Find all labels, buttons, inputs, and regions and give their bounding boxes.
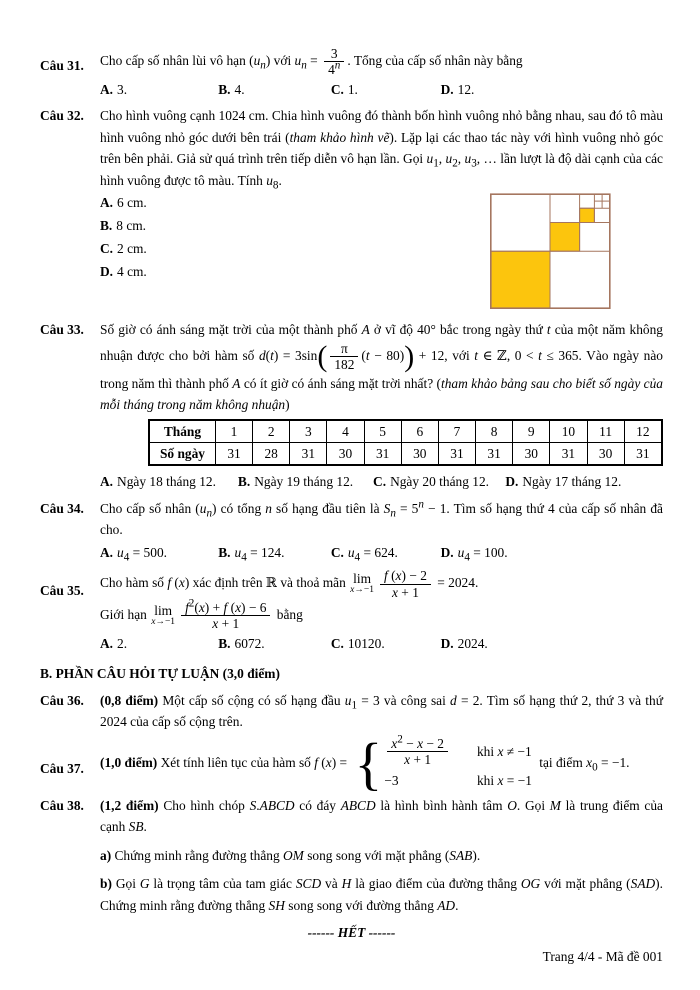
question-37-number: Câu 37.: [40, 760, 84, 776]
q31-fraction: [324, 46, 344, 78]
q33-option-a: A. Ngày 18 tháng 12.: [100, 474, 216, 490]
question-34: [40, 498, 663, 565]
day-cell: 30: [327, 443, 364, 466]
month-cell: 8: [476, 420, 513, 443]
day-cell: 31: [364, 443, 401, 466]
q35-option-c: C. 10120.: [330, 635, 385, 651]
question-37-statement: [100, 730, 663, 796]
q33-fraction-denominator: 182: [334, 357, 355, 373]
question-36-number: Câu 36.: [40, 692, 84, 708]
q33-fraction: [330, 341, 358, 373]
q35-fraction-1: $\frac{f (x) - 2}{x + 1}$: [380, 568, 431, 600]
question-38-part-b: b) Gọi G là trọng tâm của tam giác SCD và H là giao điểm của đường thẳng OG với mặt phẳng (SAD). Chứng minh rằng đường thẳng SH song song với đường thẳng AD.: [100, 876, 663, 913]
q34-option-a: A. $u_4 = 500$.: [100, 544, 167, 564]
month-cell: 6: [401, 420, 438, 443]
month-cell: 2: [253, 420, 290, 443]
day-cell: 30: [401, 443, 438, 466]
question-31: [40, 46, 663, 102]
month-cell: 1: [215, 420, 252, 443]
month-cell: 10: [550, 420, 587, 443]
q35-option-b: B. 6072.: [218, 635, 265, 651]
question-38-part-a: a) Chứng minh rằng đường thẳng OM song song với mặt phẳng (SAB).: [100, 847, 481, 863]
q33-option-d: D. Ngày 17 tháng 12.: [505, 474, 622, 490]
q35-options: [100, 633, 663, 654]
question-34-statement: Cho cấp số nhân $(u_n)$ có tổng n số hạng đầu tiên là $S_n = 5^n - 1$. Tìm số hạng thứ 4 của cấp số nhân đã cho.: [100, 498, 663, 538]
q37-case2-condition: khi x = −1: [476, 773, 532, 789]
q37-piecewise: { $\frac{x^2 - x - 2}{x + 1}$ khi x ≠ −1 −3 khi x = −1: [354, 730, 532, 796]
end-of-exam-mark: ------ HẾT ------: [307, 925, 396, 940]
q32-option-d: D. 4 cm.: [100, 264, 147, 280]
question-36: [40, 690, 663, 733]
q32-option-a: A. 6 cm.: [100, 195, 147, 210]
q31-option-d: D. 12.: [440, 81, 475, 97]
day-cell: 31: [438, 443, 475, 466]
q34-option-c: C. $u_4 = 624$.: [330, 544, 398, 564]
q37-text-before: (1,0 điểm) Xét tính liên tục của hàm số f (x) =: [100, 754, 348, 770]
day-cell: 30: [513, 443, 550, 466]
question-31-number: Câu 31.: [40, 58, 84, 73]
q33-arg: (t − 80): [361, 347, 405, 363]
question-36-statement: (0,8 điểm) Một cấp số cộng có số hạng đầu $u_1 = 3$ và công sai d = 2. Tìm số hạng thứ 2, thứ 3 và thứ 2024 của cấp số cộng trên.: [100, 692, 663, 730]
month-cell: 3: [290, 420, 327, 443]
q33-text-before: Số giờ có ánh sáng mặt trời của một thành phố A ở vĩ độ 40° bắc trong ngày thứ t của một năm không nhuận được cho bởi hàm số d(t) = 3sin: [100, 322, 663, 363]
q35-option-a: A. 2.: [100, 635, 128, 651]
month-days-table: [148, 419, 663, 467]
fractal-squares-figure: [490, 193, 611, 316]
q34-options: [100, 542, 663, 563]
q35-statement-line2: Giới hạn lim x→−1 $\frac{f^2(x) + f (x) - 6}{x + 1}$ bằng: [100, 597, 303, 632]
day-cell: 28: [253, 443, 290, 466]
question-32-number: Câu 32.: [40, 108, 84, 124]
day-cell: 31: [215, 443, 252, 466]
days-row-header: Số ngày: [149, 443, 215, 466]
q33-option-c: C. Ngày 20 tháng 12.: [373, 474, 489, 490]
q37-case1-condition: khi x ≠ −1: [476, 743, 532, 759]
months-row-header: Tháng: [149, 420, 215, 443]
q35-limit-1: lim x→−1: [350, 571, 374, 596]
q32-option-c: C. 2 cm.: [100, 241, 147, 257]
fractal-squares-svg: [490, 193, 611, 310]
question-32: [40, 105, 663, 316]
section-b-heading: B. PHẦN CÂU HỎI TỰ LUẬN (3,0 điểm): [40, 666, 280, 682]
table-row-days: [149, 443, 662, 466]
q31-option-a: A. 3.: [100, 81, 128, 97]
q33-options: [100, 471, 663, 492]
month-cell: 11: [587, 420, 624, 443]
q37-text-after: tại điểm $x_0 = -1$.: [539, 754, 630, 774]
question-37: [40, 730, 663, 796]
q35-option-d: D. 2024.: [440, 635, 488, 651]
shaded-square-level1: [491, 251, 550, 308]
day-cell: 30: [587, 443, 624, 466]
question-33-statement: Số giờ có ánh sáng mặt trời của một thành phố A ở vĩ độ 40° bắc trong ngày thứ t của một năm không nhuận được cho bởi hàm số d(t) = 3sin( $\frac{\pi}{182}$ (t − 80)) + 12, với t ∈ ℤ, 0 < t ≤ 365. Vào ngày nào trong năm thì thành phố A có ít giờ có ánh sáng mặt trời nhất? (tham khảo bảng sau cho biết số ngày của mỗi tháng trong năm không nhuận): [100, 322, 663, 413]
day-cell: 31: [550, 443, 587, 466]
q34-option-b: B. $u_4 = 124$.: [218, 544, 285, 564]
question-38-number: Câu 38.: [40, 797, 84, 813]
question-35-number: Câu 35.: [40, 583, 84, 599]
month-cell: 5: [364, 420, 401, 443]
shaded-square-level2: [550, 223, 580, 252]
q33-fraction-numerator: π: [330, 341, 358, 357]
table-row-months: [149, 420, 662, 443]
page-number-info: Trang 4/4 - Mã đề 001: [542, 949, 663, 965]
month-cell: 12: [624, 420, 662, 443]
q35-limit-2: lim x→−1: [151, 602, 176, 627]
q35-statement-line1: Cho hàm số f (x) xác định trên ℝ và thoả mãn lim x→−1 $\frac{f (x) - 2}{x + 1}$ = 2024.: [100, 568, 479, 600]
q31-options: [100, 79, 663, 100]
q34-option-d: D. $u_4 = 100$.: [440, 544, 508, 564]
month-cell: 9: [513, 420, 550, 443]
q32-options: [100, 191, 490, 283]
q33-text-after: + 12, với t ∈ ℤ, 0 < t ≤ 365. Vào ngày nào trong năm thì thành phố A có ít giờ có ánh sáng mặt trời nhất? (tham khảo bảng sau cho biết số ngày của mỗi tháng trong năm không nhuận): [100, 347, 663, 413]
question-33-number: Câu 33.: [40, 322, 84, 338]
q31-option-b: B. 4.: [218, 81, 245, 97]
q31-text-after: . Tổng của cấp số nhân này bằng: [347, 52, 523, 68]
question-35: [40, 568, 663, 656]
q31-fraction-numerator: 3: [324, 46, 344, 62]
day-cell: 31: [624, 443, 662, 466]
question-32-statement: Cho hình vuông cạnh 1024 cm. Chia hình vuông đó thành bốn hình vuông nhỏ bằng nhau, sau đó tô màu hình vuông nhỏ góc dưới bên trái (tham khảo hình vẽ). Lặp lại các thao tác này với hình vuông nhỏ góc trên bên phải. Giả sử quá trình trên tiếp diễn vô hạn lần. Gọi $u_1$, $u_2$, $u_3$, … lần lượt là độ dài cạnh của các hình vuông được tô màu. Tính $u_8$.: [100, 108, 664, 192]
question-31-statement: [100, 46, 663, 78]
q37-case2-value: −3: [384, 773, 399, 789]
question-34-number: Câu 34.: [40, 500, 84, 516]
q32-option-b: B. 8 cm.: [100, 218, 147, 234]
q35-fraction-2: $\frac{f^2(x) + f (x) - 6}{x + 1}$: [181, 600, 270, 632]
day-cell: 31: [476, 443, 513, 466]
month-cell: 7: [438, 420, 475, 443]
question-33: [40, 319, 663, 494]
q31-fraction-denominator: 4$^n$: [328, 59, 341, 78]
day-cell: 31: [290, 443, 327, 466]
month-cell: 4: [327, 420, 364, 443]
figure-grid-lines: [491, 194, 610, 308]
q31-option-c: C. 1.: [330, 81, 358, 97]
q33-option-b: B. Ngày 19 tháng 12.: [237, 474, 354, 490]
shaded-square-level3: [580, 208, 595, 222]
q37-case1-fraction: $\frac{x^2 - x - 2}{x + 1}$: [387, 736, 448, 768]
question-38-statement: (1,2 điểm) Cho hình chóp S.ABCD có đáy ABCD là hình bình hành tâm O. Gọi M là trung điểm của cạnh SB.: [100, 797, 663, 835]
q31-text-before: Cho cấp số nhân lùi vô hạn $(u_n)$ với $u_n$ =: [100, 52, 318, 72]
question-38: [40, 795, 663, 916]
